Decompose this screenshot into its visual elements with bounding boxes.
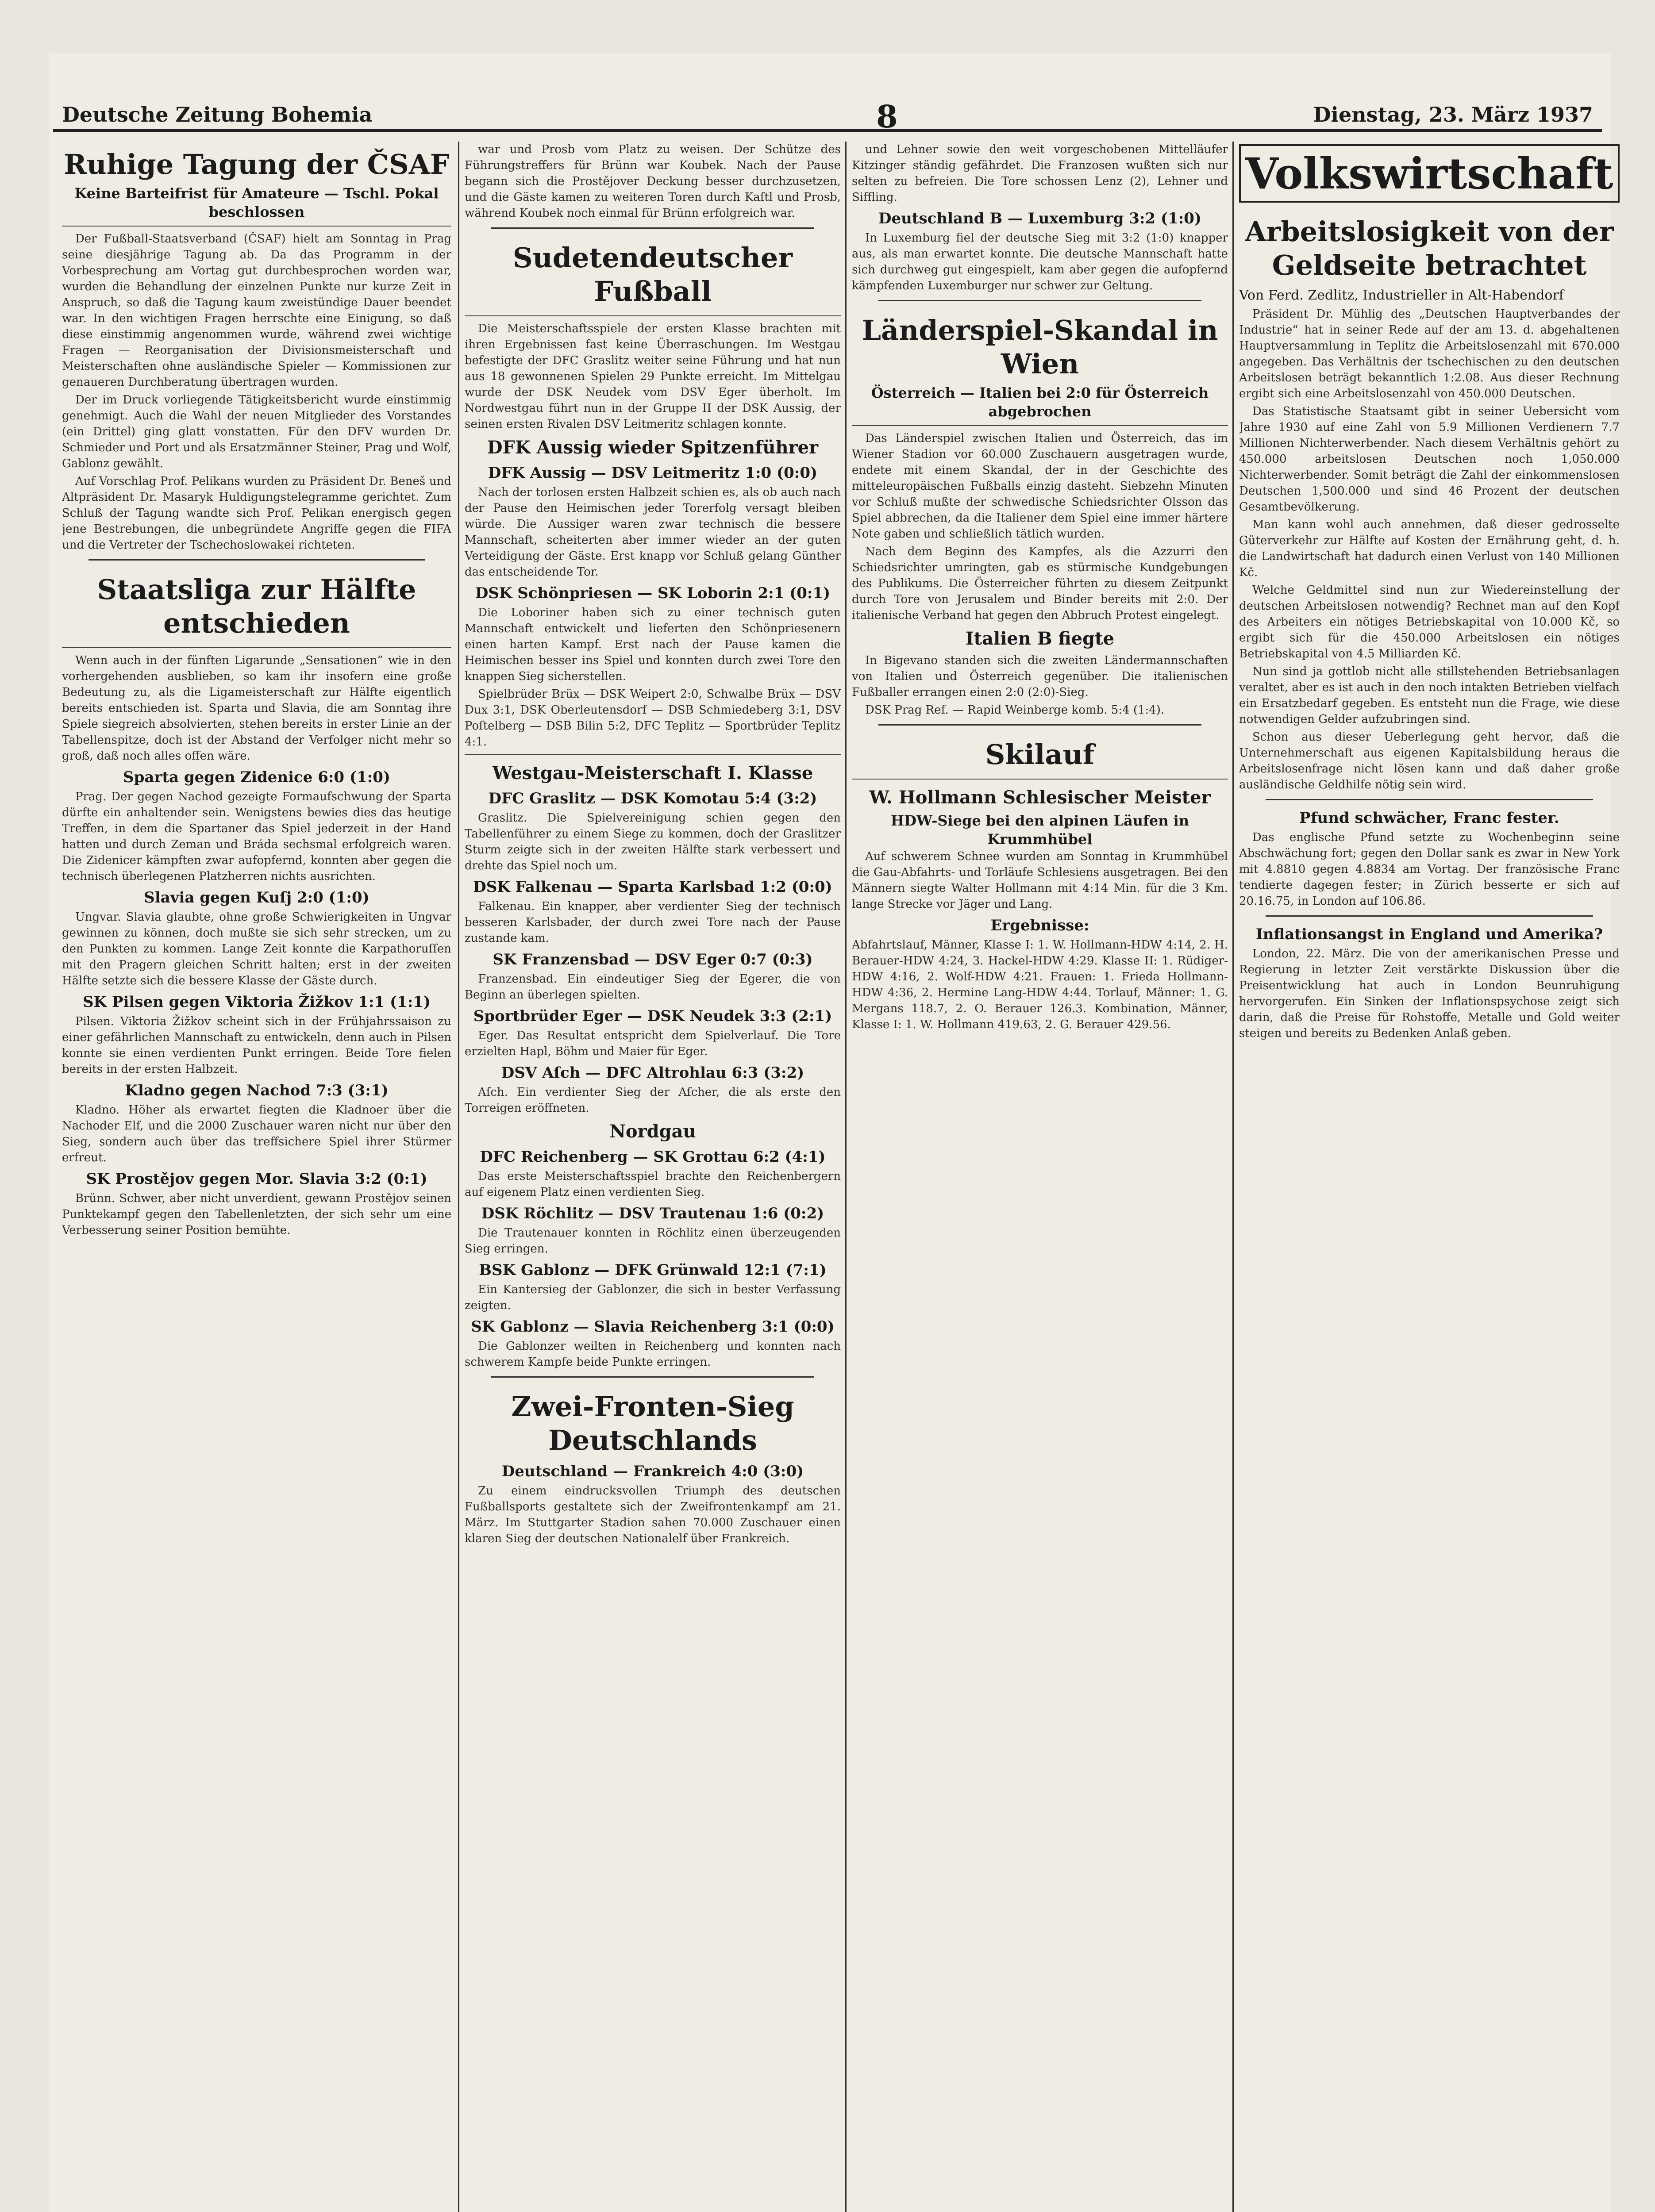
article-text: Kladno. Höher als erwartet fiegten die Kladnoer über die Nachoder Elf, und die 2000 Zuschauer waren nicht nur über den Sieg, sondern auch über das treffsichere Spiel ihrer Stürmer erfreut. <box>62 1103 451 1164</box>
masthead-name: Deutsche Zeitung Bohemia <box>62 103 373 127</box>
divider <box>491 227 814 229</box>
match-heading: DSK Falkenau — Sparta Karlsbad 1:2 (0:0) <box>473 878 832 896</box>
match-heading: SK Pilsen gegen Viktoria Žižkov 1:1 (1:1) <box>83 993 431 1011</box>
section-banner <box>1239 144 1620 203</box>
article-text: Das Statistische Staatsamt gibt in seiner Uebersicht vom Jahre 1930 auf eine Zahl von 5.9 Millionen Verdienern 7.7 Millionen Nichterwerbender. Nach diesem Verhältnis gehört zu 450.000 arbeitslosen Deutschen noch 1,050.000 Nichterwerbender. Somit beträgt die Zahl der einkommenslosen Deutschen 1,500.000 und sind 46 Prozent der deutschen Gesamtbevölkerung. <box>1239 405 1620 514</box>
divider <box>465 754 841 755</box>
article-text: Man kann wohl auch annehmen, daß dieser gedrosselte Güterverkehr zur Hälfte auf Kosten der Ernährung geht, d. h. die Landwirtschaft hat dadurch einen Verlust von 140 Millionen Kč. <box>1239 518 1620 579</box>
headline-staatsliga: Staatsliga zur Hälfte entschieden <box>97 573 416 639</box>
results-text: Abfahrtslauf, Männer, Klasse I: 1. W. Hollmann-HDW 4:14, 2. H. Berauer-HDW 4:24, 3. Hackel-HDW 4:29. Klasse II: 1. Rüdiger-HDW 4:16, 2. Wolf-HDW 4:21. Frauen: 1. Frieda Hollmann-HDW 4:36, 2. Hermine Lang-HDW 4:44. Torlauf, Männer: 1. G. Mergans 118.7, 2. O. Berauer 126.3. Kombination, Männer, Klasse I: 1. W. Hollmann 419.63, 2. G. Berauer 429.56. <box>852 938 1228 1031</box>
article-text: Pilsen. Viktoria Žižkov scheint sich in der Frühjahrssaison zu einer gefährlichen Mannschaft zu entwickeln, denn auch in Pilsen konnte sie einen verdienten Punkt erringen. Beide Tore fielen bereits in der ersten Halbzeit. <box>62 1015 451 1076</box>
column-3 <box>852 142 1228 2212</box>
divider <box>1266 915 1593 917</box>
divider <box>878 724 1201 726</box>
column-4 <box>1239 142 1620 2212</box>
page-number: 8 <box>876 98 898 135</box>
article-text: Franzensbad. Ein eindeutiger Sieg der Egerer, die von Beginn an überlegen spielten. <box>465 972 841 1002</box>
article-text: Das erste Meisterschaftsspiel brachte den Reichenbergern auf eigenem Platz einen verdienten Sieg. <box>465 1170 841 1199</box>
headline-sudeten-fussball: Sudetendeutscher Fußball <box>512 242 793 307</box>
article-text: Die Meisterschaftsspiele der ersten Klasse brachten mit ihren Ergebnissen fast keine Überraschungen. Im Westgau befestigte der DFC Graslitz weiter seine Führung und hat nun aus 18 gewonnenen Spielen 29 Punkte erreicht. Im Mittelgau wurde der DSK Neudek vom DSV Eger überholt. Im Nordwestgau führt nun in der Gruppe II der DSK Aussig, der seinen ersten Rivalen DSV Leitmeritz schlagen konnte. <box>465 322 841 431</box>
article-text: Auf Vorschlag Prof. Pelikans wurden zu Präsident Dr. Beneš und Altpräsident Dr. Masaryk Huldigungstelegramme gerichtet. Zum Schluß der Tagung wandte sich Prof. Pelikan energisch gegen jene Bestrebungen, die unbegründete Angriffe gegen die FIFA und die Vertreter der Tschechoslowakei richteten. <box>62 475 451 552</box>
match-heading: DSK Schönpriesen — SK Loborin 2:1 (0:1) <box>475 584 831 602</box>
section-heading: Westgau-Meisterschaft I. Klasse <box>492 763 813 783</box>
article-text: Aſch. Ein verdienter Sieg der Aſcher, die als erste den Torreigen eröffneten. <box>465 1086 841 1115</box>
article-text: Prag. Der gegen Nachod gezeigte Formaufschwung der Sparta dürfte ein anhaltender sein. Wenigstens bewies dies das heutige Treffen, in dem die Spartaner das Spiel jederzeit in der Hand hatten und durch Zeman und Bráda sechsmal erfolgreich waren. Die Zidenicer kämpften zwar aufopfernd, konnten aber gegen die technisch überlegenen Platzherren nichts ausrichten. <box>62 790 451 883</box>
results-text: DSK Prag Ref. — Rapid Weinberge komb. 5:4 (1:4). <box>865 703 1165 717</box>
article-text: London, 22. März. Die von der amerikanischen Presse und Regierung in letzter Zeit verstärkte Diskussion über die Preisentwicklung hat auch in London Beunruhigung hervorgerufen. Ein Sinken der Inflationspsychose zeigt sich darin, daß die Preise für Rohstoffe, Metalle und Gold weiter steigen und bereits zu Bedenken Anlaß geben. <box>1239 947 1620 1040</box>
results-heading: Ergebnisse: <box>990 917 1089 934</box>
article-text: und Lehner sowie den weit vorgeschobenen Mittelläufer Kitzinger ständig gefährdet. Die Franzosen wußten sich nur selten zu befreien. Die Tore schossen Lenz (2), Lehner und Siffling. <box>852 143 1228 204</box>
article-text: Nach dem Beginn des Kampfes, als die Azzurri den Schiedsrichter umringten, gab es stürmische Kundgebungen des Publikums. Die Österreicher führten zu diesem Zeitpunkt durch Tore von Jerusalem und Binder bereits mit 2:0. Der italienische Verband hat gegen den Abbruch Protest eingelegt. <box>852 545 1228 622</box>
article-text: Brünn. Schwer, aber nicht unverdient, gewann Prostějov seinen Punktekampf gegen den Tabellenletzten, der sich sehr um eine Verbesserung seiner Position bemühte. <box>62 1192 451 1237</box>
column-2 <box>465 142 841 2212</box>
match-heading: DSV Aſch — DFC Altrohlau 6:3 (3:2) <box>501 1064 804 1082</box>
match-heading: Deutschland B — Luxemburg 3:2 (1:0) <box>878 210 1202 227</box>
column-1 <box>62 142 451 2212</box>
article-text: Das Länderspiel zwischen Italien und Österreich, das im Wiener Stadion vor 60.000 Zuschauern ausgetragen wurde, endete mit einem Skandal, der in der Geschichte des mitteleuropäischen Fußballs einzig dasteht. Siebzehn Minuten vor Schluß mußte der schwedische Schiedsrichter Olsson das Spiel abbrechen, da die Italiener dem Spiel eine immer härtere Note gaben und schließlich tätlich wurden. <box>852 432 1228 541</box>
divider <box>852 779 1228 780</box>
article-text: Die Trautenauer konnten in Röchlitz einen überzeugenden Sieg erringen. <box>465 1226 841 1256</box>
article-text: Ein Kantersieg der Gablonzer, die sich in bester Verfassung zeigten. <box>465 1283 841 1312</box>
divider <box>1266 799 1593 800</box>
column-divider <box>845 142 847 2212</box>
subheadline: HDW-Siege bei den alpinen Läufen in Krummhübel <box>890 812 1189 848</box>
article-text: Nach der torlosen ersten Halbzeit schien es, als ob auch nach der Pause den Heimischen jeder Torerfolg versagt bleiben würde. Die Aussiger waren zwar technisch die bessere Mannschaft, scheiterten aber immer wieder an der guten Verteidigung der Gäste. Erst knapp vor Schluß gelang Günther das entscheidende Tor. <box>465 486 841 579</box>
match-heading: Sparta gegen Zidenice 6:0 (1:0) <box>123 768 390 786</box>
article-text: Graslitz. Die Spielvereinigung schien gegen den Tabellenführer zu einem Siege zu kommen, doch der Graslitzer Sturm zeigte sich in der zweiten Hälfte stark verbessert und drehte das Spiel noch um. <box>465 811 841 872</box>
byline: Von Ferd. Zedlitz, Industrieller in Alt-Habendorf <box>1239 288 1564 303</box>
divider <box>465 315 841 316</box>
section-title-volkswirtschaft: Volkswirtschaft <box>1245 149 1613 199</box>
match-heading: Sportbrüder Eger — DSK Neudek 3:3 (2:1) <box>473 1007 832 1025</box>
article-text: Der Fußball-Staatsverband (ČSAF) hielt am Sonntag in Prag seine diesjährige Tagung ab. Da das Programm in der Vorbesprechung am Vortag gut durchbesprochen worden war, wurden die Behandlung der einzelnen Punkte nur kurze Zeit in Anspruch, so daß die Tagung kaum zweistündige Dauer beendet war. In den wichtigen Fragen herrschte eine Einigung, so daß diese einstimmig angenommen wurde, während zwei wichtige Fragen — Reorganisation der Divisionsmeisterschaft und Meisterschaften ohne ausländische Spieler — Kommissionen zur genaueren Durchberatung übertragen wurden. <box>62 232 451 389</box>
divider <box>852 425 1228 426</box>
match-heading: Kladno gegen Nachod 7:3 (3:1) <box>125 1082 389 1099</box>
article-text: In Luxemburg fiel der deutsche Sieg mit 3:2 (1:0) knapper aus, als man erwartet konnte. Die deutsche Mannschaft hatte sich durchweg gut eingespielt, kam aber gegen die aufopfernd kämpfenden Luxemburger nur schwer zur Geltung. <box>852 231 1228 292</box>
match-heading: SK Prostějov gegen Mor. Slavia 3:2 (0:1) <box>86 1170 427 1188</box>
article-text: Schon aus dieser Ueberlegung geht hervor, daß die Unternehmerschaft aus eigenen Kapitalsbildung heraus die Arbeitslosenfrage nicht lösen kann und daß daher große ausländische Geldhilfe nötig sein wird. <box>1239 730 1620 791</box>
article-text: Die Loboriner haben sich zu einer technisch guten Mannschaft entwickelt und lieferten den Schönpriesenern einen harten Kampf. Erst nach der Pause kamen die Heimischen besser ins Spiel und konnten durch zwei Tore den knappen Sieg sicherstellen. <box>465 606 841 683</box>
column-divider <box>1232 142 1234 2212</box>
section-heading: Italien B fiegte <box>965 628 1115 649</box>
match-heading: SK Gablonz — Slavia Reichenberg 3:1 (0:0) <box>471 1318 835 1336</box>
article-text: Die Gablonzer weilten in Reichenberg und konnten nach schwerem Kampfe beide Punkte erringen. <box>465 1340 841 1369</box>
headline-zwei-fronten: Zwei-Fronten-Sieg Deutschlands <box>511 1390 794 1456</box>
headline-skilauf: Skilauf <box>985 738 1095 771</box>
article-text: Welche Geldmittel sind nun zur Wiedereinstellung der deutschen Arbeitslosen notwendig? Rechnet man auf den Kopf des Arbeiters ein nötiges Betriebskapital von 10.000 Kč, so ergibt sich für die 450.000 Arbeitslosen ein nötiges Betriebskapital von 4.5 Milliarden Kč. <box>1239 584 1620 661</box>
match-heading: BSK Gablonz — DFK Grünwald 12:1 (7:1) <box>479 1261 827 1279</box>
page-header <box>53 98 1602 135</box>
article-text: Präsident Dr. Mühlig des „Deutschen Hauptverbandes der Industrie“ hat in seiner Rede auf der am 13. d. abgehaltenen Hauptversammlung in Teplitz die Arbeitslosenzahl mit 670.000 angegeben. Das Verhältnis der tschechischen zu den deutschen Arbeitslosen beträgt bekanntlich 1:2.08. Aus dieser Rechnung ergibt sich eine Arbeitslosenzahl von 450.000 Deutschen. <box>1239 307 1620 400</box>
results-text: Spielbrüder Brüx — DSK Weipert 2:0, Schwalbe Brüx — DSV Dux 3:1, DSK Oberleutensdorf — DSB Schmiedeberg 3:1, DSV Poſtelberg — DSB Bilin 5:2, DFC Teplitz — Sportbrüder Teplitz 4:1. <box>465 687 841 749</box>
article-text: Nun sind ja gottlob nicht alle stillstehenden Betriebsanlagen veraltet, aber es ist auch in den noch intakten Betrieben vielfach ein Ersatzbedarf gegeben. Es entsteht nun die Frage, wie diese notwendigen Gelder aufzubringen sind. <box>1239 665 1620 726</box>
section-heading: Nordgau <box>609 1121 696 1142</box>
divider <box>491 1376 814 1378</box>
article-text: war und Prosb vom Platz zu weisen. Der Schütze des Führungstreffers für Brünn war Koubek. Nach der Pause begann sich die Prostějover Deckung besser durchzusetzen, und die Gäste kamen zu weiteren Toren durch Kaſtl und Prosb, während Koubek noch einmal für Brünn erfolgreich war. <box>465 143 841 220</box>
headline-arbeitslosigkeit: Arbeitslosigkeit von der Geldseite betrachtet <box>1245 215 1614 281</box>
match-heading: Slavia gegen Kuſj 2:0 (1:0) <box>144 889 369 906</box>
news-heading: Pfund schwächer, Franc fester. <box>1299 809 1559 827</box>
headline-laenderspiel-skandal: Länderspiel-Skandal in Wien <box>862 314 1218 380</box>
article-text: Eger. Das Resultat entspricht dem Spielverlauf. Die Tore erzielten Hapl, Böhm und Maier für Eger. <box>465 1029 841 1058</box>
article-text: Wenn auch in der fünften Ligarunde „Sensationen“ wie in den vorhergehenden ausblieben, so kam ihr insofern eine große Bedeutung zu, als die Ligameisterschaft zur Hälfte eigentlich bereits entschieden ist. Sparta und Slavia, die am Sonntag ihre Spiele siegreich absolvierten, stehen bereits in erster Linie an der Tabellenspitze, doch ist der Abstand der Verfolger nicht mehr so groß, daß noch alles offen wäre. <box>62 654 451 763</box>
subheadline: Österreich — Italien bei 2:0 für Österreich abgebrochen <box>871 384 1209 420</box>
article-text: Ungvar. Slavia glaubte, ohne große Schwierigkeiten in Ungvar gewinnen zu können, doch mußte sie sich sehr strecken, um zu den Punkten zu kommen. Lange Zeit konnte die Karpathoruſſen mit den Pragern gleichen Schritt halten; erst in der zweiten Hälfte setzte sich die bessere Klasse der Gäste durch. <box>62 910 451 987</box>
article-text: Der im Druck vorliegende Tätigkeitsbericht wurde einstimmig genehmigt. Auch die Wahl der neuen Mitglieder des Vorstandes (ein Drittel) ging glatt vonstatten. Für den DFV wurden Dr. Schmieder und Port und als Ersatzmänner Steiner, Prag und Wolf, Gablonz gewählt. <box>62 393 451 470</box>
article-text: Zu einem eindrucksvollen Triumph des deutschen Fußballsports gestaltete sich der Zweifrontenkampf am 21. März. Im Stuttgarter Stadion sahen 70.000 Zuschauer einen klaren Sieg der deutschen Nationalelf über Frankreich. <box>465 1484 841 1545</box>
article-text: Falkenau. Ein knapper, aber verdienter Sieg der technisch besseren Karlsbader, der durch zwei Tore nach der Pause zustande kam. <box>465 900 841 945</box>
match-heading: DFC Graslitz — DSK Komotau 5:4 (3:2) <box>488 790 817 807</box>
article-text: In Bigevano standen sich die zweiten Ländermannschaften von Italien und Österreich gegenüber. Die italienischen Fußballer errangen einen 2:0 (2:0)-Sieg. <box>852 654 1228 699</box>
divider <box>62 647 451 648</box>
divider <box>89 559 425 561</box>
headline-csaf: Ruhige Tagung der ČSAF <box>64 148 450 180</box>
subheadline-csaf: Keine Barteifrist für Amateure — Tschl. Pokal beschlossen <box>74 185 439 220</box>
divider <box>62 226 451 227</box>
issue-date: Dienstag, 23. März 1937 <box>1313 103 1593 127</box>
match-heading: DFK Aussig — DSV Leitmeritz 1:0 (0:0) <box>488 464 818 482</box>
match-heading: DFC Reichenberg — SK Grottau 6:2 (4:1) <box>480 1148 826 1166</box>
article-text: Das englische Pfund setzte zu Wochenbeginn seine Abschwächung fort; gegen den Dollar sank es zwar in New York mit 4.8810 gegen 4.8834 am Vortag. Der französische Franc tendierte dagegen fester; in Zürich besserte er sich auf 20.16.75, in London auf 106.86. <box>1239 831 1620 908</box>
divider <box>878 300 1201 301</box>
column-divider <box>458 142 459 2212</box>
match-heading: DSK Röchlitz — DSV Trautenau 1:6 (0:2) <box>481 1205 824 1222</box>
match-heading: SK Franzensbad — DSV Eger 0:7 (0:3) <box>493 951 813 968</box>
article-text: Auf schwerem Schnee wurden am Sonntag in Krummhübel die Gau-Abfahrts- und Torläufe Schlesiens ausgetragen. Bei den Männern siegte Walter Hollmann mit 4:14 Min. für die 3 Km. lange Strecke vor Jäger und Lang. <box>852 850 1228 911</box>
section-heading: DFK Aussig wieder Spitzenführer <box>487 437 819 458</box>
news-heading: Inflationsangst in England und Amerika? <box>1255 926 1603 943</box>
match-heading: Deutschland — Frankreich 4:0 (3:0) <box>501 1463 804 1480</box>
section-heading: W. Hollmann Schlesischer Meister <box>869 787 1211 808</box>
